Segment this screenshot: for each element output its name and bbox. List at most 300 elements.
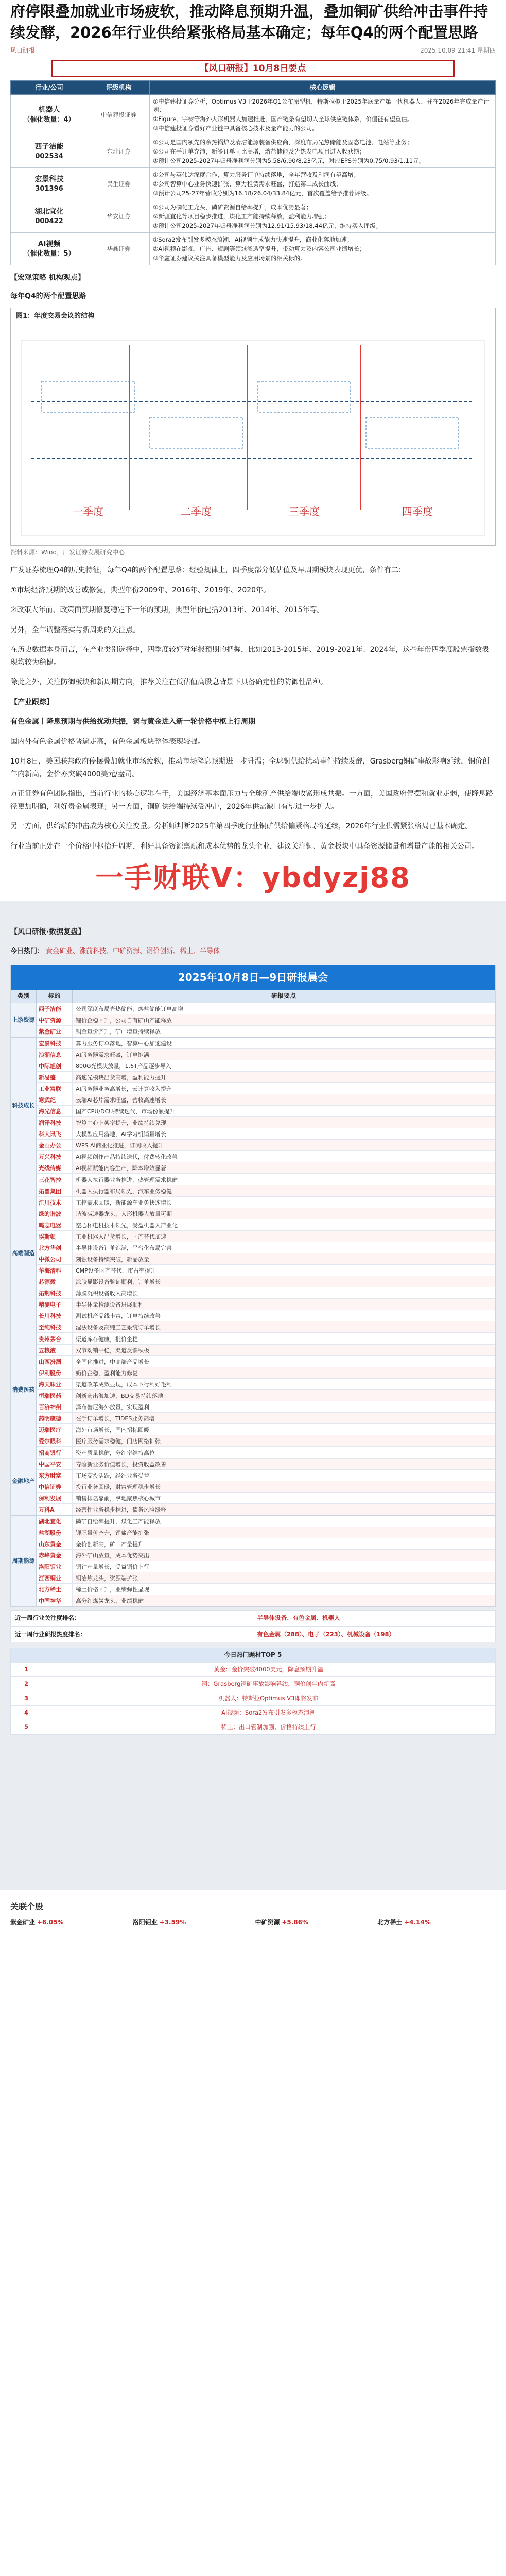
stock-note: 高速光模块出货高增，盈利能力提升 <box>73 1072 495 1082</box>
stock-note: 工控需求回暖，新能源车业务快速增长 <box>76 1199 172 1206</box>
stock-name: 江西铜业 <box>37 1572 73 1583</box>
stock-chip-name: 紫金矿业 <box>10 1919 36 1926</box>
figure-caption: 图1：年度交易会议的结构 <box>16 312 95 320</box>
rank: 5 <box>24 1723 28 1731</box>
logic-item: ①中信建投证券分析，Optimus V3于2026年Q1公布原型机，特斯拉拟于2025年底量产第一代机器人，并在2026年完成量产计划； <box>153 97 490 114</box>
calendar-row[interactable] <box>37 1390 495 1401</box>
stock-name: 埃斯顿 <box>37 1231 73 1242</box>
stock-note: 奶价企稳，盈利能力修复 <box>73 1367 495 1378</box>
calendar-row[interactable] <box>37 1459 495 1470</box>
stock-name: 招商银行 <box>37 1447 73 1458</box>
calendar-row[interactable] <box>37 1595 495 1606</box>
quarter-label: 二季度 <box>181 505 212 518</box>
top5-row[interactable] <box>11 1720 495 1734</box>
topic: 稀土：出口管制加强，价格持续上行 <box>221 1723 316 1731</box>
calendar-row[interactable] <box>37 1447 495 1459</box>
figure-source: 资料来源：Wind，广发证券发展研究中心 <box>10 548 125 556</box>
stock-name: 中国平安 <box>37 1459 73 1469</box>
stock-name: 药明康德 <box>37 1413 73 1423</box>
stock-name: 爱尔眼科 <box>37 1435 73 1446</box>
stock-note: 工业机器人出货增长，国产替代加速 <box>73 1231 495 1242</box>
logic-item: ③中信建投证券看好产业链中具备核心技术及量产能力的公司。 <box>153 124 318 132</box>
stock-note: 智算中心上架率提升，业绩持续兑现 <box>73 1117 495 1128</box>
calendar-table <box>10 965 496 1607</box>
hot-tags <box>10 946 496 957</box>
stock-note: 磷矿自给率提升，煤化工产能释放 <box>76 1518 161 1525</box>
figure-structure <box>10 308 496 546</box>
calendar-row[interactable] <box>37 1003 495 1014</box>
paragraph: 有色金属丨降息预期与供给扰动共振，铜与黄金进入新一轮价格中枢上行周期 <box>10 718 255 726</box>
stock-note: 双节动销平稳，渠道反馈积极 <box>73 1345 495 1355</box>
calendar-row[interactable] <box>37 1527 495 1538</box>
calendar-row[interactable] <box>37 1185 495 1197</box>
rating-cell: 中信建投证券 <box>88 94 150 135</box>
logic-item: ②公司智算中心业务快速扩张，算力租赁需求旺盛，打造第二成长曲线； <box>153 180 342 188</box>
logic-item: ①公司为磷化工龙头，磷矿资源自给率提升，成本优势显著； <box>153 204 312 211</box>
topic: 黄金：金价突破4000美元，降息预期升温 <box>213 1665 324 1673</box>
paragraph: 方正证券有色团队指出，当前行业的核心逻辑在于，美国经济基本面压力与全球矿产供给端收紧形成共振。一方面，美国政府停摆和就业走弱，使降息路径更加明确，利好贵金属表现；另一方面，铜矿供给端持续受冲击，2026年供需缺口有望进一步扩大。 <box>10 790 493 811</box>
stock-note: 寿险新业务价值增长，投资收益改善 <box>73 1459 495 1469</box>
stock-name: 迈瑞医疗 <box>37 1424 73 1435</box>
paragraph: ①市场经济预期的改善或修复，典型年份2009年、2016年、2019年、2020年。 <box>10 586 271 595</box>
stock-chip-name: 中矿资源 <box>255 1919 280 1926</box>
logic-item: ①公司与英伟达深度合作，算力服务订单持续落地，全年营收及利润有望高增； <box>153 171 360 179</box>
topic: AI视频：Sora2发布引发多模态浪潮 <box>221 1708 316 1716</box>
calendar-section-title <box>10 927 496 938</box>
logic-item: ③预计公司25-27年营收分别为16.18/26.04/33.84亿元，首次覆盖给予推荐评级。 <box>153 189 373 197</box>
stock-name: 精测电子 <box>37 1299 73 1310</box>
stock-note: 国产CPU/DCU持续迭代，市场份额提升 <box>76 1108 176 1115</box>
calendar-row[interactable] <box>37 1299 495 1310</box>
logic-item: ②AI视频在影视、广告、短剧等领域渗透率提升，带动算力及内容公司业绩增长； <box>153 245 365 252</box>
logic-cell <box>150 94 496 135</box>
summary-table <box>10 80 496 265</box>
stock-chip-change: +6.05% <box>37 1919 64 1926</box>
stock-note: AI服务器业务高增长，云计算收入提升 <box>76 1085 172 1092</box>
stock-name: 北方华创 <box>37 1242 73 1253</box>
stock-note: 谐波减速器龙头，人形机器人放量可期 <box>73 1208 495 1219</box>
calendar-group <box>11 1447 495 1515</box>
calendar-row[interactable] <box>37 1128 495 1140</box>
stock-note: 在手订单增长，TIDES业务高增 <box>73 1413 495 1423</box>
stock-note: 海外市场增长，国内招标回暖 <box>76 1426 149 1433</box>
stock-name: 新易盛 <box>37 1072 73 1082</box>
company-code: （催化数量：5） <box>23 249 75 258</box>
col-header: 类别 <box>11 990 37 1003</box>
source-label[interactable]: 风口研报 <box>10 47 36 55</box>
calendar-row[interactable] <box>37 1470 495 1481</box>
col-header: 研报要点 <box>73 990 495 1003</box>
stock-note: 投行业务回暖，财富管理稳步增长 <box>73 1481 495 1492</box>
stock-name: 盐湖股份 <box>37 1527 73 1538</box>
weekly-row <box>10 1626 496 1643</box>
stock-chip-name: 北方稀土 <box>377 1919 403 1926</box>
calendar-row[interactable] <box>37 1162 495 1174</box>
topic: 铜：Grasberg铜矿事故影响延续，铜价创年内新高 <box>201 1680 336 1687</box>
stock-name: 拓荆科技 <box>37 1287 73 1298</box>
stock-note: 半导体量检测设备进展顺利 <box>73 1299 495 1310</box>
quarter-label: 一季度 <box>73 505 103 518</box>
col-header: 标的 <box>37 990 73 1003</box>
stock-note: 泽布替尼海外放量，实现盈利 <box>76 1403 149 1411</box>
stock-note: 钾肥量价齐升，锂盐产能扩张 <box>73 1527 495 1538</box>
group-name: 周期能源 <box>11 1516 37 1606</box>
calendar-row[interactable] <box>37 1253 495 1265</box>
stock-note: 湿法设备及高纯工艺系统订单增长 <box>73 1321 495 1332</box>
calendar-title-text: 【风口研报·数据复盘】 <box>10 928 85 937</box>
calendar-row[interactable] <box>37 1321 495 1333</box>
stock-note: 机器人执行器布局领先，汽车业务稳健 <box>73 1185 495 1196</box>
stock-note: 空心杯电机技术领先，受益机器人产业化 <box>76 1222 178 1229</box>
logic-item: ①公司是国内领先的余热锅炉及清洁能源装备供应商，深度布局光热储能及固态电池、电站等业务； <box>153 139 413 146</box>
article-title: 府停限叠加就业市场疲软，推动降息预期升温，叠加铜矿供给冲击事件持续发酵，2026年行业供给紧张格局基本确定；每年Q4的两个配置思路 <box>10 3 488 41</box>
section-title: 【产业跟踪】 <box>10 698 54 706</box>
stock-note: 销售排名靠前，拿地聚焦核心城市 <box>76 1495 161 1502</box>
summary-box-title: 【风口研报】10月8日要点 <box>51 60 455 77</box>
calendar-row[interactable] <box>37 1026 495 1037</box>
company-cell <box>11 135 88 168</box>
stock-name: 东方财富 <box>37 1470 73 1481</box>
stock-name: 华海清科 <box>37 1265 73 1276</box>
calendar-group <box>11 1515 495 1606</box>
stock-chip[interactable] <box>377 1918 496 1927</box>
calendar-row[interactable] <box>37 1231 495 1242</box>
section-macro <box>10 273 496 284</box>
stock-chip-name: 洛阳钼业 <box>132 1919 158 1926</box>
table-row <box>11 94 496 135</box>
paragraph: 10月8日，美国联邦政府停摆叠加就业市场疲软，推动市场降息预期进一步升温；全球铜供给扰动事件持续发酵，Grasberg铜矿事故影响延续，铜价创年内新高，金价亦突破4000美元/盎司。 <box>10 757 490 778</box>
stock-note: 渠道库存健康，批价企稳 <box>76 1335 138 1343</box>
stock-chip[interactable] <box>133 1918 251 1927</box>
calendar-row[interactable] <box>37 1424 495 1435</box>
group-name: 高端制造 <box>11 1174 37 1333</box>
stock-name: 贵州茅台 <box>37 1333 73 1344</box>
paragraph: 广发证券梳理Q4的历史特征，每年Q4的两个配置思路：经验规律上，四季度部分低估值及早周期板块表现更优，条件有二： <box>10 566 406 575</box>
calendar-row[interactable] <box>37 1060 495 1072</box>
stock-note: 医疗服务需求稳健，门店网络扩张 <box>73 1435 495 1446</box>
calendar-row[interactable] <box>37 1481 495 1493</box>
stock-note: 资产质量稳健，分红率维持高位 <box>76 1449 155 1456</box>
stock-name: 赤峰黄金 <box>37 1550 73 1561</box>
company-name: 机器人 <box>38 106 60 114</box>
stock-note: 稀土价格回升，业绩弹性显现 <box>76 1586 149 1593</box>
calendar-row[interactable] <box>37 1117 495 1128</box>
top5-table <box>10 1648 496 1735</box>
paragraph: ②政策大年前、政策面预期修复稳定下一年的预期，典型年份包括2013年、2014年、2015年等。 <box>10 606 324 615</box>
stock-name: 北方稀土 <box>37 1584 73 1595</box>
stock-note: 算力服务订单落地，智算中心加速建设 <box>76 1040 172 1047</box>
top5-header: 今日热门题材TOP 5 <box>11 1648 495 1662</box>
stock-name: 伊利股份 <box>37 1367 73 1378</box>
stock-name: 鸣志电器 <box>37 1219 73 1230</box>
watermark-text: 一手财联V：ybdyzj88 <box>95 861 411 894</box>
stock-note: 市场交投活跃，经纪业务受益 <box>76 1472 149 1479</box>
stock-note: CMP设备国产替代，市占率提升 <box>76 1267 156 1274</box>
calendar-row[interactable] <box>37 1038 495 1049</box>
stock-chip-change: +4.14% <box>404 1919 431 1926</box>
stock-name: 万兴科技 <box>37 1151 73 1162</box>
logic-cell <box>150 200 496 233</box>
table-header: 行业/公司 <box>11 81 88 94</box>
section-title: 【宏观策略 机构观点】 <box>10 274 85 282</box>
rating-cell: 东北证券 <box>88 135 150 168</box>
stock-name: 保利发展 <box>37 1493 73 1503</box>
calendar-row[interactable] <box>37 1435 495 1447</box>
paragraph: 在历史数据本身而言，在产业类别选择中，四季度较好对年报预期的把握，比如2013-2015年、2019-2021年、2024年，这些年份四季度股票指数表现均较为稳健。 <box>10 646 490 667</box>
tags-label: 今日热门： <box>10 947 44 956</box>
stock-note: AI视频赋能内容生产，降本增效显著 <box>73 1162 495 1173</box>
group-name: 金融地产 <box>11 1447 37 1515</box>
paragraph: 另外，全年调整落实与新周期的关注点。 <box>10 625 140 634</box>
stock-note: 高分红煤炭龙头，业绩稳健 <box>73 1595 495 1606</box>
stock-name: 三花智控 <box>37 1174 73 1185</box>
calendar-row[interactable] <box>37 1413 495 1424</box>
stock-chip[interactable] <box>10 1918 129 1927</box>
figure-diagram <box>11 325 495 541</box>
calendar-row[interactable] <box>37 1516 495 1527</box>
rating-cell: 民生证券 <box>88 168 150 200</box>
calendar-group <box>11 1037 495 1174</box>
stock-chip-change: +5.86% <box>282 1919 309 1926</box>
logic-item: ②新疆宜化等项目稳步推进，煤化工产能持续释放，盈利能力增强； <box>153 212 330 220</box>
calendar-row[interactable] <box>37 1401 495 1413</box>
stock-name: 芯源微 <box>37 1276 73 1287</box>
stock-note: AI服务器需求旺盛，订单饱满 <box>73 1049 495 1060</box>
calendar-row[interactable] <box>37 1584 495 1595</box>
calendar-row[interactable] <box>37 1265 495 1276</box>
calendar-group <box>11 1333 495 1447</box>
rank: 2 <box>24 1680 28 1687</box>
paragraph: 除此之外，关注防御板块和新周期方向，推荐关注在低估值高股息背景下具备确定性的防御性品种。 <box>10 678 327 687</box>
subtitle-text: 每年Q4的两个配置思路 <box>10 292 86 300</box>
stock-note: 公司深度布局光热储能，熔盐储能订单高增 <box>76 1005 183 1012</box>
weekly-row <box>10 1610 496 1626</box>
stock-name: 山东黄金 <box>37 1538 73 1549</box>
table-row <box>11 135 496 168</box>
stock-note: 金价创新高，矿山产量提升 <box>76 1540 144 1548</box>
stock-note: 半导体设备订单饱满，平台化布局完善 <box>76 1244 172 1251</box>
calendar-row[interactable] <box>37 1140 495 1151</box>
stock-name: 百济神州 <box>37 1401 73 1412</box>
stock-note: 铜钴产量增长，受益铜价上行 <box>76 1563 149 1570</box>
calendar-row[interactable] <box>37 1219 495 1231</box>
calendar-row[interactable] <box>37 1379 495 1390</box>
calendar-row[interactable] <box>37 1367 495 1379</box>
stock-note: 渠道改革成效显现，成本下行利好毛利 <box>76 1381 172 1388</box>
top5-row[interactable] <box>11 1676 495 1691</box>
stock-note: 大模型应用落地，AI学习机销量增长 <box>76 1130 166 1138</box>
logic-item: ②Figure、宇树等海外人形机器人加速推进，国产链条有望切入全球供应链体系，价值链有望重估。 <box>153 115 413 123</box>
company-cell <box>11 233 88 265</box>
company-cell <box>11 200 88 233</box>
weekly-value: 有色金属（288）、电子（223）、机械设备（198） <box>257 1630 395 1638</box>
calendar-row[interactable] <box>37 1561 495 1572</box>
paragraph: 国内外有色金属价格普遍走高，有色金属板块整体表现较强。 <box>10 737 205 746</box>
stock-name: 中际旭创 <box>37 1060 73 1071</box>
stock-chip[interactable] <box>255 1918 374 1927</box>
logic-item: ①Sora2发布引发多模态浪潮，AI视频生成能力快速提升，商业化落地加速； <box>153 236 353 244</box>
stock-name: 中信证券 <box>37 1481 73 1492</box>
stock-name: 山西汾酒 <box>37 1356 73 1367</box>
company-name: AI视频 <box>38 240 61 248</box>
stock-name: 润泽科技 <box>37 1117 73 1128</box>
stock-note: 薄膜沉积设备收入高增长 <box>76 1290 138 1297</box>
publish-date: 2025.10.09 21:41 星期四 <box>420 47 496 55</box>
company-cell <box>11 168 88 200</box>
quarter-label: 四季度 <box>402 505 433 518</box>
top5-row[interactable] <box>11 1691 495 1705</box>
related-title: 关联个股 <box>10 1902 44 1912</box>
stock-name: 海天味业 <box>37 1379 73 1389</box>
stock-name: 长川科技 <box>37 1310 73 1321</box>
stock-name: 光线传媒 <box>37 1162 73 1173</box>
topic: 机器人：特斯拉Optimus V3即将发布 <box>218 1694 319 1702</box>
rating-cell: 华安证券 <box>88 200 150 233</box>
related-stocks <box>10 1901 496 1927</box>
rating-cell: 华鑫证券 <box>88 233 150 265</box>
paragraph: 另一方面，供给端的冲击成为核心关注变量。分析师判断2025年第四季度行业铜矿供给偏紧格局将延续，2026年行业供需紧张格局已基本确定。 <box>10 822 473 831</box>
tags-value: 黄金矿业、涨前科技、中矿资源、铜价创新、稀土、半导体 <box>46 947 220 956</box>
logic-item: ③预计公司2025-2027年归母净利润分别为12.91/15.93/18.44亿元，维持买入评级。 <box>153 222 382 229</box>
stock-name: 绿的谐波 <box>37 1208 73 1219</box>
weekly-value: 半导体设备、有色金属、机器人 <box>257 1614 340 1621</box>
table-row <box>11 233 496 265</box>
stock-note: 测试机产品线丰富，订单持续改善 <box>76 1312 161 1319</box>
section-subtitle <box>10 291 496 302</box>
calendar-row[interactable] <box>37 1049 495 1060</box>
calendar-group <box>11 1003 495 1037</box>
stock-name: 恒瑞医药 <box>37 1390 73 1401</box>
stock-chip-change: +3.59% <box>159 1919 186 1926</box>
calendar-row[interactable] <box>37 1083 495 1094</box>
calendar-row[interactable] <box>37 1276 495 1287</box>
calendar-row[interactable] <box>37 1538 495 1550</box>
company-code: 301396 <box>35 184 63 193</box>
group-name: 消费医药 <box>11 1333 37 1447</box>
stock-name: 万科A <box>37 1504 73 1515</box>
calendar-row[interactable] <box>37 1345 495 1356</box>
company-name: 宏景科技 <box>34 175 64 183</box>
stock-name: 海光信息 <box>37 1106 73 1116</box>
stock-name: 金山办公 <box>37 1140 73 1150</box>
stock-note: 800G光模块放量，1.6T产品逐步导入 <box>76 1062 171 1070</box>
table-header: 核心逻辑 <box>150 81 496 94</box>
table-header: 评级机构 <box>88 81 150 94</box>
stock-name: 汇川技术 <box>37 1197 73 1208</box>
stock-name: 工业富联 <box>37 1083 73 1094</box>
group-name: 上游资源 <box>11 1003 37 1037</box>
logic-item: ③预计公司2025-2027年归母净利润分别为5.58/6.90/8.23亿元，对应EPS分别为0.75/0.93/1.11元。 <box>153 157 425 164</box>
weekly-rankings <box>10 1610 496 1643</box>
stock-name: 拓普集团 <box>37 1185 73 1196</box>
stock-note: 海外矿山放量，成本优势突出 <box>73 1550 495 1561</box>
stock-name: 中矿资源 <box>37 1014 73 1025</box>
calendar-row[interactable] <box>37 1310 495 1321</box>
stock-name: 洛阳钼业 <box>37 1561 73 1572</box>
top5-row[interactable] <box>11 1662 495 1676</box>
stock-note: 全国化推进，中高端产品增长 <box>76 1358 149 1365</box>
stock-note: 铜冶炼龙头，资源端扩张 <box>73 1572 495 1583</box>
calendar-row[interactable] <box>37 1174 495 1185</box>
top5-row[interactable] <box>11 1705 495 1720</box>
stock-name: 寒武纪 <box>37 1094 73 1105</box>
stock-note: 云端AI芯片需求旺盛，营收高速增长 <box>73 1094 495 1105</box>
quarter-label: 三季度 <box>289 505 320 518</box>
calendar-row[interactable] <box>37 1333 495 1345</box>
logic-item: ③华鑫证券建议关注具备模型能力及应用场景的相关标的。 <box>153 254 306 262</box>
calendar-screenshot <box>0 901 506 1890</box>
calendar-row[interactable] <box>37 1208 495 1219</box>
rank: 1 <box>24 1665 28 1673</box>
calendar-col-headers <box>11 990 495 1003</box>
logic-cell <box>150 233 496 265</box>
stock-name: 西子洁能 <box>37 1003 73 1014</box>
company-code: 000422 <box>35 217 63 225</box>
article-meta <box>10 46 496 56</box>
calendar-row[interactable] <box>37 1151 495 1162</box>
company-code: （催化数量：4） <box>23 115 75 124</box>
company-cell <box>11 94 88 135</box>
stock-name: 湖北宜化 <box>37 1516 73 1527</box>
rank: 4 <box>24 1708 28 1716</box>
calendar-row[interactable] <box>37 1197 495 1208</box>
table-row <box>11 168 496 200</box>
calendar-row[interactable] <box>37 1550 495 1561</box>
weekly-label: 近一周行业关注度排名： <box>15 1614 80 1621</box>
calendar-row[interactable] <box>37 1356 495 1367</box>
weekly-label: 近一周行业研报热度排名： <box>15 1630 86 1638</box>
logic-cell <box>150 168 496 200</box>
stock-name: 中微公司 <box>37 1253 73 1264</box>
company-code: 002534 <box>35 152 63 160</box>
calendar-row[interactable] <box>37 1504 495 1515</box>
group-name: 科技成长 <box>11 1038 37 1174</box>
stock-note: 创新药出海加速，BD交易持续落地 <box>73 1390 495 1401</box>
stock-name: 科大讯飞 <box>37 1128 73 1139</box>
calendar-row[interactable] <box>37 1493 495 1504</box>
stock-note: 刻蚀设备持续突破，新品放量 <box>73 1253 495 1264</box>
company-name: 西子洁能 <box>34 142 64 151</box>
calendar-row[interactable] <box>37 1014 495 1026</box>
paragraph: 行业当前正处在一个价格中枢抬升周期，利好具备资源禀赋和成本优势的龙头企业，建议关注铜、黄金板块中具备资源储量和增量产能的相关公司。 <box>10 842 479 851</box>
rank: 3 <box>24 1694 28 1702</box>
logic-cell <box>150 135 496 168</box>
stock-note: 经营性业务稳步推进，债务风险缓释 <box>73 1504 495 1515</box>
stock-note: 涂胶显影设备验证顺利，订单增长 <box>73 1276 495 1287</box>
calendar-row[interactable] <box>37 1094 495 1106</box>
calendar-row[interactable] <box>37 1242 495 1253</box>
calendar-header: 2025年10月8日—9日研报晨会 <box>11 965 495 990</box>
stock-name: 至纯科技 <box>37 1321 73 1332</box>
logic-item: ②公司在手订单充沛，新签订单同比高增，熔盐储能及光热发电项目进入收获期； <box>153 147 365 155</box>
calendar-row[interactable] <box>37 1072 495 1083</box>
stock-name: 宏景科技 <box>37 1038 73 1048</box>
stock-note: 机器人执行器业务推进，热管理需求稳健 <box>76 1176 178 1183</box>
stock-note: AI视频创作产品持续迭代，付费转化改善 <box>76 1153 178 1160</box>
stock-name: 紫金矿业 <box>37 1026 73 1037</box>
calendar-group <box>11 1174 495 1333</box>
calendar-row[interactable] <box>37 1572 495 1584</box>
stock-note: 锂价企稳回升，公司自有矿山产能释放 <box>73 1014 495 1025</box>
table-row <box>11 200 496 233</box>
stock-name: 浪潮信息 <box>37 1049 73 1060</box>
stock-name: 五粮液 <box>37 1345 73 1355</box>
company-name: 湖北宜化 <box>34 207 64 216</box>
calendar-row[interactable] <box>37 1106 495 1117</box>
stock-note: WPS AI商业化推进，订阅收入提升 <box>73 1140 495 1150</box>
stock-name: 中国神华 <box>37 1595 73 1606</box>
calendar-row[interactable] <box>37 1287 495 1299</box>
